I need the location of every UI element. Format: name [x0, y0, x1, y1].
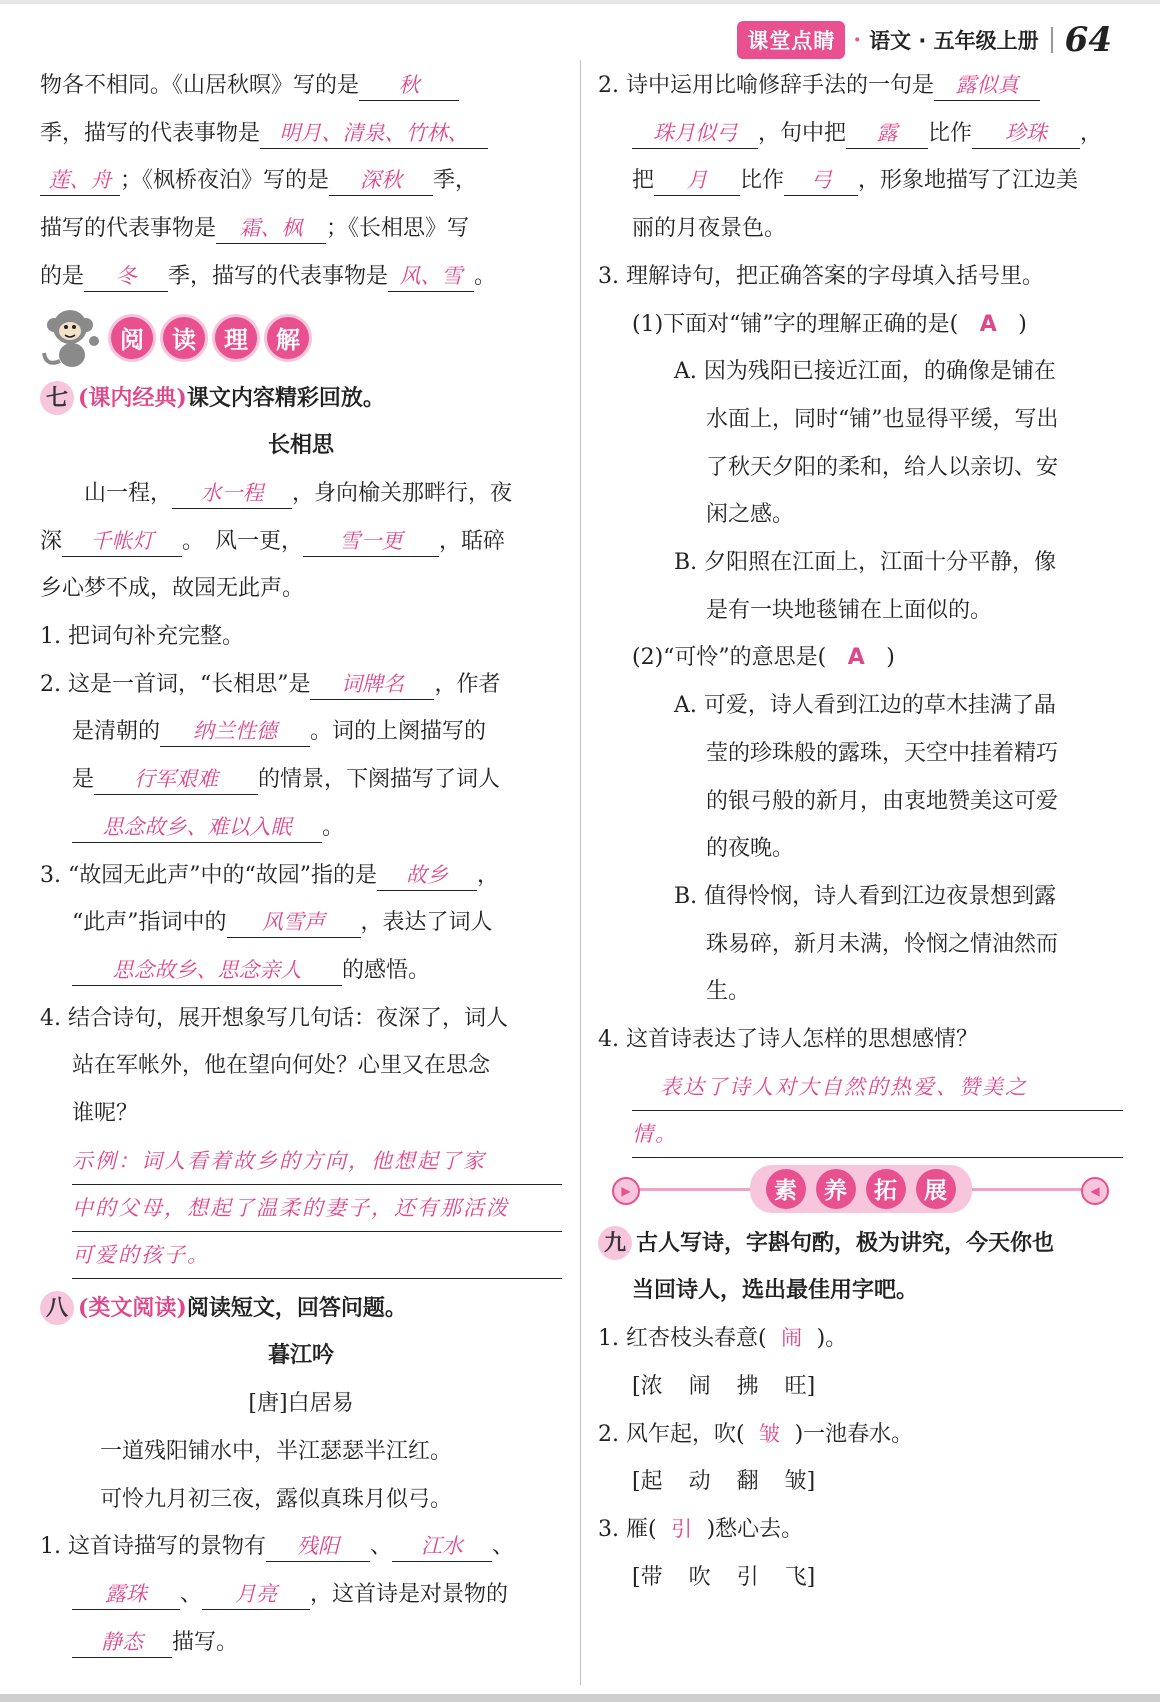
text: 1. 这首诗描写的景物有	[40, 1534, 266, 1560]
reading-banner	[40, 301, 562, 375]
q9-item-2	[598, 1411, 1123, 1459]
text: )一池春水。	[794, 1421, 914, 1447]
intro-line-3	[40, 157, 562, 205]
text: 1. 红杏枝头春意(	[598, 1326, 767, 1352]
text: ，	[1080, 120, 1103, 146]
text: 2. 诗中运用比喻修辞手法的一句是	[598, 73, 934, 98]
answer-blank: 行军艰难	[94, 764, 258, 795]
option: 闹	[688, 1373, 711, 1399]
q7-sub-3	[40, 852, 562, 900]
text: (1)下面对“铺”字的理解正确的是(	[632, 311, 959, 337]
q9-heading	[598, 1220, 1123, 1268]
answer-line: 情。	[632, 1111, 1123, 1158]
text: 山一程，	[84, 480, 173, 506]
option: 浓	[640, 1373, 663, 1399]
option-a-line-2: 莹的珍珠般的露珠，天空中挂着精巧	[706, 740, 1059, 766]
answer-blank: 江水	[392, 1531, 492, 1562]
text: 3. 雁(	[598, 1516, 657, 1542]
answer-blank: 霜、枫	[216, 213, 326, 244]
q9-item-2-options: [起 动 翻 皱]	[598, 1458, 1123, 1506]
text: 描写的代表事物是	[40, 216, 217, 242]
question-number: 八	[40, 1291, 74, 1325]
answer-blank: 冬	[84, 261, 168, 292]
text: ，身向榆关那畔行，夜	[292, 480, 513, 506]
banner-char: 素	[766, 1169, 806, 1209]
q7-sub-2	[40, 661, 562, 709]
text: 物各不相同。《山居秋暝》写的是	[40, 73, 360, 98]
q8-sub-2	[598, 62, 1123, 110]
page-number: 64	[1064, 20, 1112, 60]
q7-sub-2-line-2	[40, 708, 562, 756]
answer-blank: 秋	[359, 70, 459, 101]
text: 2. 风乍起，吹(	[598, 1421, 745, 1447]
text: ，	[476, 862, 499, 888]
poem-author: [唐]白居易	[248, 1391, 354, 1417]
option: 皱	[784, 1469, 807, 1495]
q7-sub-1: 1. 把词句补充完整。	[40, 624, 244, 650]
question-number: 七	[40, 381, 74, 415]
text: 是清朝的	[72, 719, 161, 745]
text: 的是	[40, 263, 85, 289]
text: )	[886, 645, 895, 671]
right-column	[598, 62, 1123, 1601]
banner-char: 展	[916, 1169, 956, 1209]
option: 引	[736, 1564, 759, 1590]
option-b: B. 夕阳照在江面上，江面十分平静，像	[674, 550, 1057, 576]
q7-sub-4-line-2: 站在军帐外，他在望向何处？心里又在思念	[72, 1053, 491, 1079]
text: 。词的上阕描写的	[310, 719, 487, 745]
text: ，表达了词人	[360, 910, 493, 936]
q8-sub-1-line-3	[40, 1619, 562, 1667]
answer-blank: 思念故乡、思念亲人	[72, 955, 342, 986]
banner-char: 拓	[866, 1169, 906, 1209]
answer-blank: 珍珠	[972, 118, 1080, 149]
answer-blank: 千帐灯	[62, 526, 182, 557]
poem-line-2: 可怜九月初三夜，露似真珠月似弓。	[100, 1486, 453, 1512]
answer-blank: 雪一更	[303, 526, 439, 557]
option-a: A. 因为残阳已接近江面，的确像是铺在	[674, 359, 1056, 385]
option-a-line-4: 闲之感。	[706, 502, 795, 528]
option-b-line-3: 生。	[706, 979, 751, 1005]
q7-sub-4-answer	[40, 1138, 562, 1279]
answer-choice: 闹	[781, 1326, 803, 1351]
q8-sub-3-1	[598, 301, 1123, 349]
answer-blank: 词牌名	[310, 669, 434, 700]
intro-line-1	[40, 62, 562, 110]
option-b: B. 值得怜悯，诗人看到江边夜景想到露	[674, 883, 1057, 909]
option: 翻	[736, 1469, 759, 1495]
option: 拂	[736, 1373, 759, 1399]
arrow-left-icon: ◀	[1081, 1177, 1109, 1205]
option-b-line-2: 珠易碎，新月未满，怜悯之情油然而	[706, 931, 1059, 957]
answer-blank: 风雪声	[227, 907, 361, 938]
header-subject: 语文 · 五年级上册	[869, 29, 1039, 53]
text: ，这首诗是对景物的	[310, 1581, 509, 1607]
question-title: 课文内容精彩回放。	[186, 384, 385, 411]
option-a-line-3: 了秋天夕阳的柔和，给人以亲切、安	[706, 454, 1059, 480]
text: ，形象地描写了江边美	[858, 168, 1079, 194]
text: 的情景，下阕描写了词人	[258, 767, 501, 793]
text: 3. “故园无此声”中的“故园”指的是	[40, 862, 377, 888]
text: ，作者	[434, 671, 501, 697]
text: ；《长相思》写	[326, 216, 470, 242]
text: ，聒碎	[439, 528, 506, 554]
answer-blank: 静态	[72, 1627, 172, 1658]
answer-choice: A	[979, 311, 997, 337]
text: 把	[632, 168, 655, 194]
intro-line-4	[40, 205, 562, 253]
q9-item-3	[598, 1506, 1123, 1554]
option: 动	[688, 1469, 711, 1495]
answer-blank: 露	[846, 118, 928, 149]
text: )	[1018, 311, 1027, 337]
q8-sub-4: 4. 这首诗表达了诗人怎样的思想感情？	[598, 1027, 978, 1053]
intro-line-2	[40, 110, 562, 158]
text: 、	[369, 1534, 392, 1560]
option-a-line-2: 水面上，同时“铺”也显得平缓，写出	[706, 406, 1059, 432]
question-title: 阅读短文，回答问题。	[186, 1294, 407, 1321]
monkey-icon	[40, 303, 118, 373]
option-b-line-2: 是有一块地毯铺在上面似的。	[706, 597, 993, 623]
header-dot-icon: ·	[853, 27, 862, 53]
q8-sub-3-2	[598, 634, 1123, 682]
q7-sub-2-line-4	[40, 804, 562, 852]
text: 季，描写的代表事物是	[40, 120, 261, 146]
question-tag: (课内经典)	[78, 384, 187, 411]
answer-choice: A	[847, 645, 865, 671]
header-badge: 课堂点睛	[737, 21, 845, 59]
answer-blank: 珠月似弓	[632, 118, 758, 149]
column-divider	[580, 60, 581, 1685]
text: 比作	[928, 120, 973, 146]
left-column	[40, 62, 562, 1666]
answer-line: 中的父母，想起了温柔的妻子，还有那活泼	[72, 1185, 562, 1232]
poem-line-3: 乡心梦不成，故园无此声。	[40, 576, 305, 602]
q9-item-1	[598, 1315, 1123, 1363]
text: “此声”指词中的	[72, 910, 227, 936]
answer-blank: 风、雪	[388, 261, 474, 292]
q8-sub-1-line-2	[40, 1571, 562, 1619]
poem-line-2	[40, 518, 562, 566]
question-number: 九	[598, 1226, 632, 1260]
answer-blank: 纳兰性德	[160, 716, 310, 747]
q7-sub-4: 4. 结合诗句，展开想象写几句话：夜深了，词人	[40, 1005, 508, 1031]
banner-char: 读	[160, 314, 208, 362]
question-tag: (类文阅读)	[78, 1294, 187, 1321]
q7-sub-3-line-2	[40, 899, 562, 947]
text: 比作	[740, 168, 785, 194]
text: 季，	[433, 168, 478, 194]
q9-item-1-options: [浓 闹 拂 旺]	[598, 1363, 1123, 1411]
page-bottom-edge	[0, 1694, 1160, 1702]
answer-blank: 水一程	[172, 478, 292, 509]
answer-blank: 弓	[784, 165, 858, 196]
option: 旺	[784, 1373, 807, 1399]
answer-blank: 月	[654, 165, 740, 196]
text: )愁心去。	[706, 1516, 804, 1542]
option: 飞	[784, 1564, 807, 1590]
text: 。 风一更，	[182, 528, 304, 554]
page-top-edge	[0, 0, 1160, 4]
q9-item-3-options: [带 吹 引 飞]	[598, 1554, 1123, 1602]
q7-sub-3-line-3	[40, 947, 562, 995]
banner-title	[750, 1165, 972, 1213]
q8-sub-2-line-2	[598, 110, 1123, 158]
banner-char: 理	[212, 314, 260, 362]
banner-char: 阅	[108, 314, 156, 362]
poem-line-1: 一道残阳铺水中，半江瑟瑟半江红。	[100, 1438, 453, 1464]
text: 深	[40, 528, 63, 554]
answer-line: 表达了诗人对大自然的热爱、赞美之	[632, 1064, 1123, 1111]
poem-title: 长相思	[267, 432, 334, 459]
text: ，句中把	[758, 120, 847, 146]
text: (2)“可怜”的意思是(	[632, 645, 827, 671]
text: 、	[180, 1581, 203, 1607]
answer-blank: 残阳	[266, 1531, 370, 1562]
option-a-line-4: 的夜晚。	[706, 836, 795, 862]
page-header	[737, 18, 1112, 62]
q7-sub-4-line-3: 谁呢？	[72, 1101, 139, 1127]
answer-blank: 明月、清泉、竹林、	[260, 118, 488, 149]
question-title: 古人写诗，字斟句酌，极为讲究，今天你也	[636, 1229, 1055, 1256]
q8-sub-1	[40, 1523, 562, 1571]
banner-title	[108, 314, 312, 362]
answer-blank: 莲、舟	[40, 165, 120, 196]
q7-heading	[40, 375, 562, 423]
literacy-banner	[598, 1158, 1123, 1220]
q8-heading	[40, 1285, 562, 1333]
banner-char: 养	[816, 1169, 856, 1209]
text: 的感悟。	[342, 957, 431, 983]
answer-blank: 月亮	[202, 1579, 310, 1610]
text: 。	[322, 814, 345, 840]
answer-blank: 故乡	[377, 860, 477, 891]
q7-sub-2-line-3	[40, 756, 562, 804]
arrow-right-icon: ▶	[612, 1177, 640, 1205]
option: 起	[640, 1469, 663, 1495]
text: 描写。	[172, 1629, 239, 1655]
poem-title: 暮江吟	[267, 1342, 334, 1369]
banner-char: 解	[264, 314, 312, 362]
poem-line-1	[40, 470, 562, 518]
answer-line: 示例：词人看着故乡的方向，他想起了家	[72, 1138, 562, 1185]
option-a-line-3: 的银弓般的新月，由衷地赞美这可爱	[706, 788, 1059, 814]
text: 、	[492, 1534, 515, 1560]
text: 是	[72, 767, 95, 793]
header-separator	[1051, 27, 1053, 53]
option: 带	[640, 1564, 663, 1590]
option-a: A. 可爱，诗人看到江边的草木挂满了晶	[674, 693, 1056, 719]
q9-heading-line-2: 当回诗人，选出最佳用字吧。	[632, 1277, 919, 1304]
q8-sub-2-line-3	[598, 157, 1123, 205]
text: ；《枫桥夜泊》写的是	[120, 168, 330, 194]
answer-blank: 思念故乡、难以入眠	[72, 812, 322, 843]
option: 吹	[688, 1564, 711, 1590]
text: 季，描写的代表事物是	[168, 263, 389, 289]
answer-blank: 露珠	[72, 1579, 180, 1610]
text: 。	[474, 263, 497, 289]
intro-line-5	[40, 253, 562, 301]
q8-sub-3: 3. 理解诗句，把正确答案的字母填入括号里。	[598, 263, 1044, 289]
text: 2. 这是一首词，“长相思”是	[40, 671, 311, 697]
answer-blank: 露似真	[934, 70, 1040, 101]
answer-choice: 皱	[759, 1421, 781, 1446]
answer-choice: 引	[671, 1516, 693, 1541]
answer-line: 可爱的孩子。	[72, 1232, 562, 1279]
answer-blank: 深秋	[329, 165, 433, 196]
text: )。	[816, 1326, 848, 1352]
q8-sub-2-line-4: 丽的月夜景色。	[632, 216, 787, 242]
q8-sub-4-answer	[598, 1064, 1123, 1158]
